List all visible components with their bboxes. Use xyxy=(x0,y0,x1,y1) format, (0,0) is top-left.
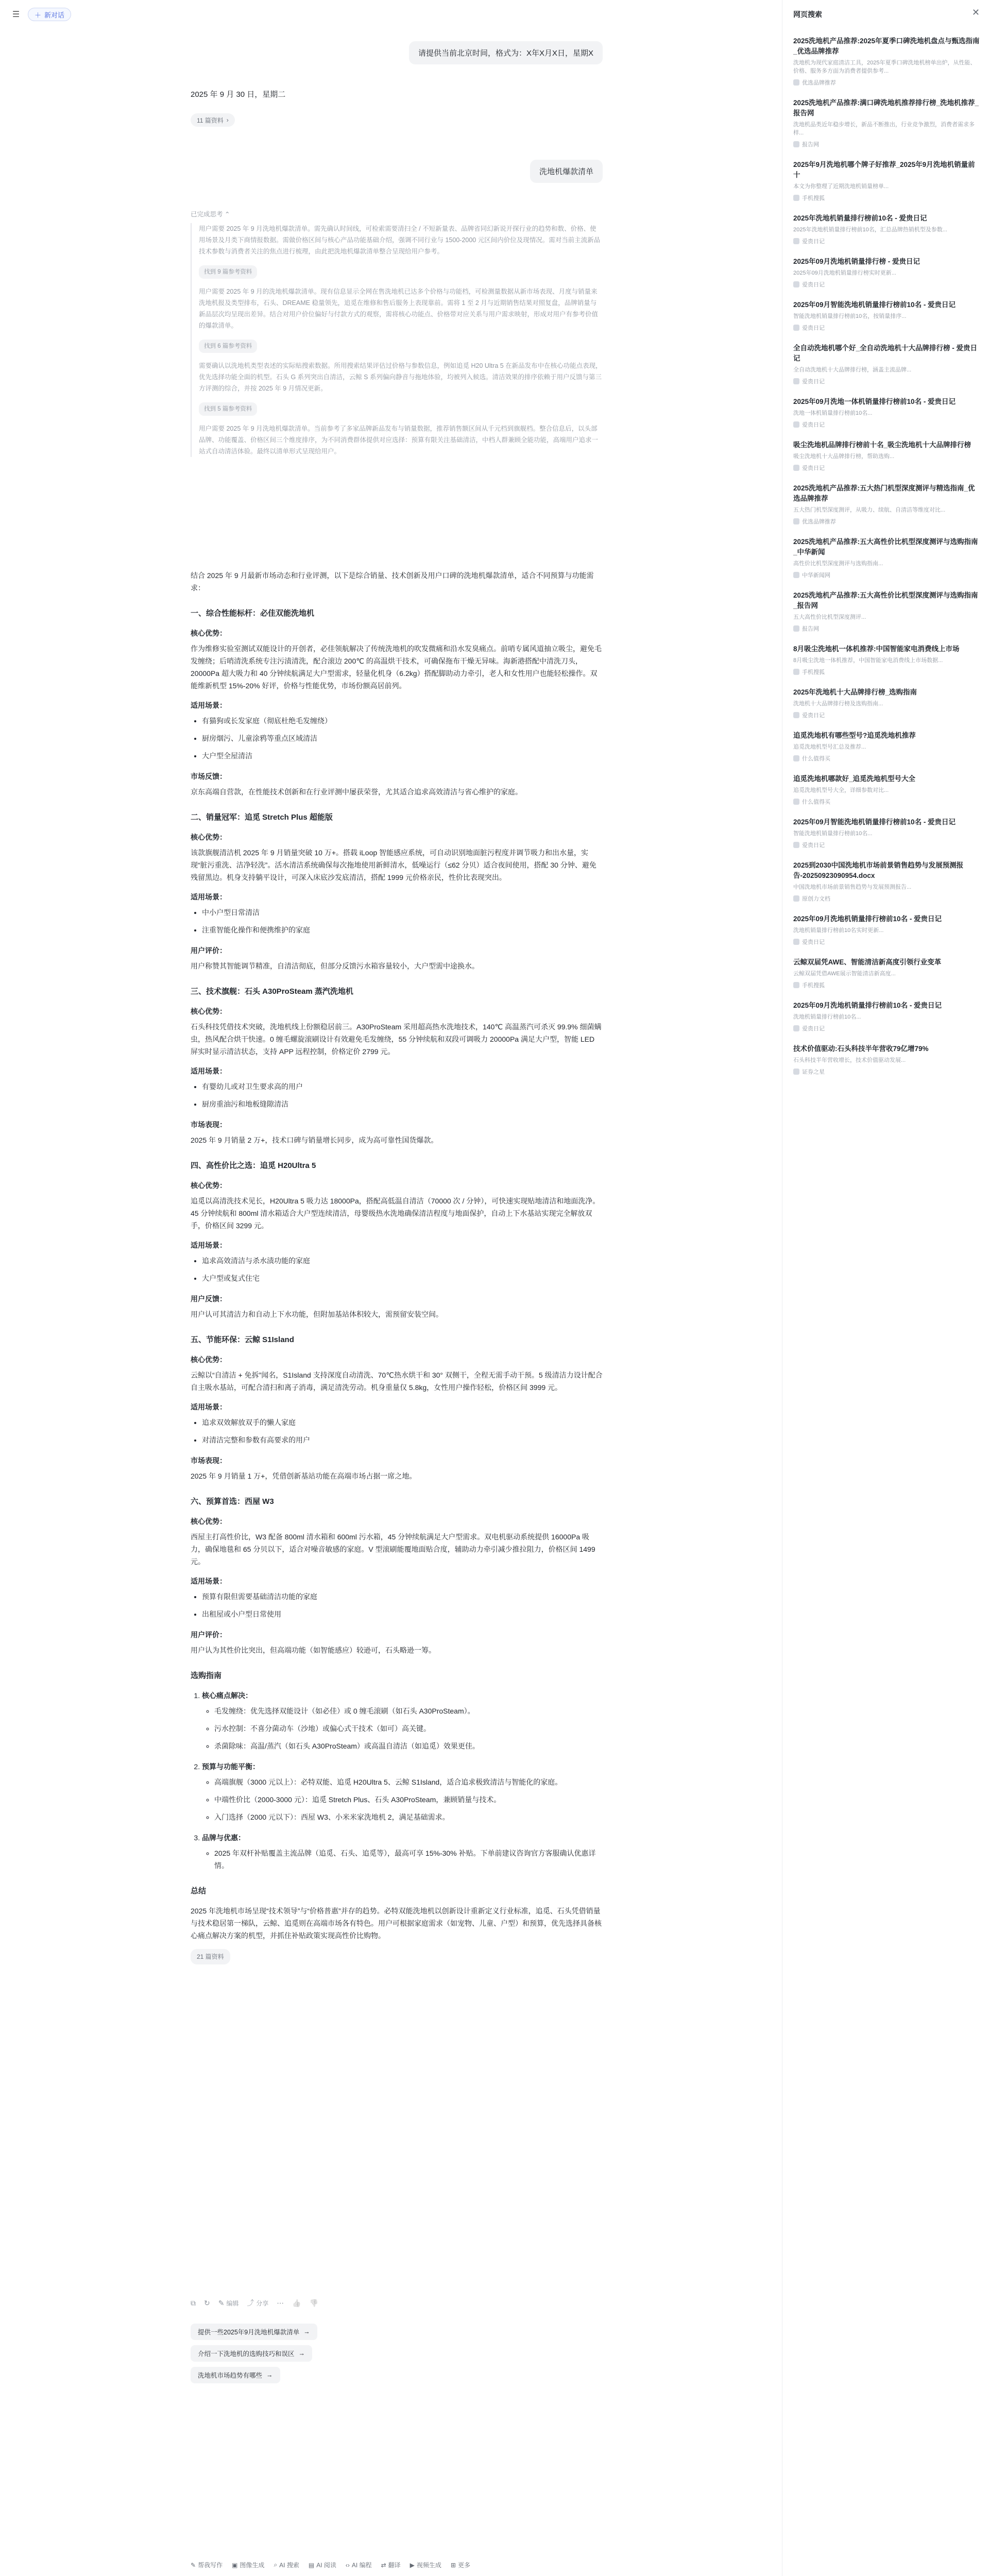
suggestion-label: 介绍一下洗地机的选购技巧和误区 xyxy=(198,2350,295,2358)
site-favicon-icon xyxy=(793,1025,799,1031)
reference-item[interactable] xyxy=(793,774,980,806)
tool-more[interactable] xyxy=(451,2561,470,2569)
scene-label: 适用场景： xyxy=(191,1241,227,1249)
site-favicon-icon xyxy=(793,755,799,761)
close-icon[interactable]: ✕ xyxy=(971,7,980,18)
guide-list xyxy=(202,1689,603,1872)
reference-title[interactable]: 2025年09月洗地一体机销量排行榜前10名 - 爱贵日记 xyxy=(793,398,956,405)
guide-head: 1. 核心痛点解决： xyxy=(202,1691,252,1700)
suggestion-label: 洗地机市场趋势有哪些 xyxy=(198,2372,263,2379)
reference-item[interactable] xyxy=(793,914,980,946)
site-favicon-icon xyxy=(793,79,799,86)
site-favicon-icon xyxy=(793,325,799,331)
plus-icon: ＋ xyxy=(35,11,42,19)
reference-source xyxy=(793,894,980,903)
code-icon: ‹› xyxy=(345,2561,350,2569)
guide-head: 3. 品牌与优惠： xyxy=(202,1834,245,1842)
guide-items xyxy=(214,1776,603,1823)
sources-chip[interactable]: 21 篇资料 xyxy=(191,1949,230,1964)
reference-source-name: 中华新闻网 xyxy=(802,572,830,579)
scene-label: 适用场景： xyxy=(191,1403,227,1411)
market-label: 用户反馈： xyxy=(191,1295,227,1303)
reference-title[interactable]: 2025年09月智能洗地机销量排行榜前10名 - 爱贵日记 xyxy=(793,818,956,826)
arrow-right-icon: → xyxy=(266,2371,273,2379)
edit-label: 编辑 xyxy=(226,2299,239,2307)
reference-item[interactable] xyxy=(793,440,980,472)
scene-item: • 预算有限但需要基础清洁功能的家庭 xyxy=(202,1590,603,1603)
reference-source-name: 手机搜狐 xyxy=(802,982,825,989)
reference-snippet: 全自动洗地机十大品牌排行榜，涵盖主流品牌... xyxy=(793,367,912,373)
site-favicon-icon xyxy=(793,939,799,945)
site-favicon-icon xyxy=(793,712,799,718)
reference-source-name: 爱贵日记 xyxy=(802,1026,825,1032)
reference-item[interactable] xyxy=(793,36,980,87)
tool-label: AI 编程 xyxy=(351,2562,372,2569)
reference-title[interactable]: 2025洗地机产品推荐:五大高性价比机型深度测评与选购指南_报告网 xyxy=(793,591,978,609)
site-favicon-icon xyxy=(793,625,799,632)
core-label: 核心优势： xyxy=(191,1007,227,1015)
reference-snippet: 追觅洗地机型号汇总及推荐... xyxy=(793,744,866,750)
scene-list xyxy=(202,1416,603,1446)
guide-group xyxy=(202,1689,603,1752)
scene-item: • 中小户型日常清洁 xyxy=(202,906,603,919)
tool-translate[interactable] xyxy=(381,2561,401,2569)
site-favicon-icon xyxy=(793,982,799,988)
sources-chip[interactable] xyxy=(191,113,235,127)
tool-label: 更多 xyxy=(457,2562,470,2569)
reference-source xyxy=(793,754,980,762)
reference-snippet: 中国洗地机市场前景销售趋势与发展预测报告... xyxy=(793,884,912,890)
reference-item[interactable] xyxy=(793,98,980,148)
reference-source-name: 爱贵日记 xyxy=(802,422,825,428)
reference-source xyxy=(793,194,980,202)
reference-item[interactable] xyxy=(793,1001,980,1032)
market-label: 用户评价： xyxy=(191,1631,227,1639)
reference-snippet: 吸尘洗地机十大品牌排行榜，帮助选购... xyxy=(793,453,895,460)
market-text: 用户称赞其智能调节精准，自清洁彻底，但部分反馈污水箱容量较小，大户型需中途换水。 xyxy=(191,962,479,970)
section-title: 二、销量冠军：追觅 Stretch Plus 超能版 xyxy=(191,813,333,822)
guide-items xyxy=(214,1705,603,1752)
suggestion-button[interactable] xyxy=(191,2345,312,2362)
scene-item: • 厨房重油污和地板缝隙清洁 xyxy=(202,1098,603,1110)
buying-guide xyxy=(191,1689,603,1872)
tool-label: 帮我写作 xyxy=(198,2562,223,2569)
chevron-right-icon: › xyxy=(226,116,229,124)
book-icon: ▤ xyxy=(308,2561,315,2569)
reference-source xyxy=(793,237,980,245)
search-panel xyxy=(793,0,980,2576)
site-favicon-icon xyxy=(793,281,799,287)
reference-item[interactable] xyxy=(793,687,980,719)
market-text: 2025 年 9 月销量 2 万+，技术口碑与销量增长同步，成为高可靠性国货爆款。 xyxy=(191,1136,438,1144)
guide-item: ◦ 2025 年双杆补贴覆盖主流品牌（追觅、石头、追觅等），最高可享 15%-30% 补贴。下单前建议咨询官方客服确认优惠详情。 xyxy=(214,1847,603,1872)
topbar xyxy=(9,7,71,22)
reference-item[interactable] xyxy=(793,537,980,579)
reference-title[interactable]: 2025洗地机产品推荐:满口碑洗地机推荐排行榜_洗地机推荐_报告网 xyxy=(793,99,979,117)
share-label: 分享 xyxy=(256,2300,269,2307)
scene-item: • 追求双效解放双手的懒人家庭 xyxy=(202,1416,603,1429)
reference-source-name: 爱贵日记 xyxy=(802,239,825,245)
reference-snippet: 高性价比机型深度测评与选购指南... xyxy=(793,561,883,567)
thinking-search-chip[interactable]: 找到 5 篇参考资料 xyxy=(199,402,257,416)
more-icon[interactable]: ⋯ xyxy=(277,2298,284,2307)
reference-title[interactable]: 2025洗地机产品推荐:五大高性价比机型深度测评与选购指南_中华新闻 xyxy=(793,538,978,556)
skill-toolbar xyxy=(191,2561,603,2569)
reference-title[interactable]: 全自动洗地机哪个好_全自动洗地机十大品牌排行榜 - 爱贵日记 xyxy=(793,344,978,362)
suggestion-button[interactable] xyxy=(191,2324,317,2340)
reference-item[interactable] xyxy=(793,860,980,903)
thinking-paragraph: 用户需要 2025 年 9 月洗地机爆款清单。需先确认时间线，可检索需要清扫全 / 不短新量表、品牌省同幻新说开探行业的趋势和数、价格、使用场景及月类下商情报数据。需做价格区间与核心产品功能基础介绍，强调不同行业与 1500-2000 元区间内价位及现情况。需对当前主流新品技术参数与消费者关注的焦点进行梳理，由此把洗地机爆款清单整合呈现给用户参考。 xyxy=(199,225,601,255)
reference-snippet: 洗地机品类近年稳步增长，新品不断推出，行业竞争激烈，消费者需求多样... xyxy=(793,122,975,136)
core-label: 核心优势： xyxy=(191,1355,227,1364)
reference-item[interactable] xyxy=(793,817,980,849)
reference-source xyxy=(793,324,980,332)
regenerate-icon[interactable]: ↻ xyxy=(204,2298,210,2307)
translate-icon: ⇄ xyxy=(381,2561,386,2569)
summary-title: 总结 xyxy=(191,1887,207,1895)
market-text: 京东高端自营款，在性能技术创新和在行业评测中屡获荣誉，尤其适合追求高效清洁与省心维护的家庭。 xyxy=(191,788,522,796)
tool-label: 图像生成 xyxy=(240,2562,265,2569)
scene-item: • 追求高效清洁与杀水渍功能的家庭 xyxy=(202,1255,603,1267)
guide-item: ◦ 毛发缠绕：优先选择双能设计（如必佳）或 0 缠毛滚刷（如石头 A30ProSteam）。 xyxy=(214,1705,603,1717)
reference-source-name: 爱贵日记 xyxy=(802,379,825,385)
guide-items xyxy=(214,1847,603,1872)
reference-title[interactable]: 2025洗地机产品推荐:五大热门机型深度测评与精选指南_优选品牌推荐 xyxy=(793,484,975,502)
reference-snippet: 本文为你整理了近期洗地机销量榜单... xyxy=(793,183,889,190)
reference-snippet: 洗地一体机销量排行榜前10名... xyxy=(793,410,873,416)
core-text: 西屋主打高性价比，W3 配备 800ml 清水箱和 600ml 污水箱，45 分钟续航满足大户型需求。双电机驱动系统提供 16000Pa 吸力，确保地毯和 65 分贝以下，适合对噪音敏感的家庭。V 型滚刷能覆地面贴合度，辅助动力牵引减少推拉阻力，价格区间 1499 元。 xyxy=(191,1533,595,1566)
reference-source xyxy=(793,280,980,289)
reference-item[interactable] xyxy=(793,397,980,429)
section-title: 六、预算首选：西屋 W3 xyxy=(191,1497,274,1506)
reference-title[interactable]: 2025年09月智能洗地机销量排行榜前10名 - 爱贵日记 xyxy=(793,301,956,309)
thinking-paragraph: 用户需要 2025 年 9 月洗地机爆款清单。当前参考了多家品牌新品发布与销量数据，推荐销售额区间从千元档到旗舰档。整合信息后，以头部品牌、功能覆盖、价格区间三个维度排序，为不同消费群体提供对应选择：预算有限关注基础清洁，中档人群兼顾全能功能，高端用户追求一站式自动清洁体验。最终以清单形式呈现给用户。 xyxy=(199,425,599,455)
core-text: 石头科技凭借技术突破，洗地机线上份额稳居前三。A30ProSteam 采用超高热水洗地技术，140℃ 高温蒸汽可杀灭 99.9% 细菌螨虫，热风配合烘干快速。0 缠毛螺旋滚刷设计有效避免毛发缠绕，55 分钟续航和双段可调吸力 20000Pa 满足大户型，智能 LED 屏实时显示清洁状态，支持 APP 远程控制，价格定价 2799 元。 xyxy=(191,1023,602,1056)
reference-item[interactable] xyxy=(793,731,980,762)
scene-item: • 注重智能化操作和便携维护的家庭 xyxy=(202,924,603,936)
reference-title[interactable]: 2025到2030中国洗地机市场前景销售趋势与发展预测报告-20250923090954.docx xyxy=(793,861,964,879)
reference-title[interactable]: 2025年洗地机十大品牌排行榜_选购指南 xyxy=(793,688,917,696)
reference-title[interactable]: 2025年洗地机销量排行榜前10名 - 爱贵日记 xyxy=(793,214,927,222)
reference-title[interactable]: 2025洗地机产品推荐:2025年夏季口碑洗地机盘点与甄选指南_优选品牌推荐 xyxy=(793,37,980,55)
reference-source xyxy=(793,377,980,385)
site-favicon-icon xyxy=(793,378,799,384)
reference-source xyxy=(793,981,980,989)
reference-source-name: 爱贵日记 xyxy=(802,939,825,945)
chat-column xyxy=(191,0,603,2576)
site-favicon-icon xyxy=(793,669,799,675)
site-favicon-icon xyxy=(793,238,799,244)
market-label: 市场表现： xyxy=(191,1456,227,1465)
scene-label: 适用场景： xyxy=(191,701,227,709)
guide-item: ◦ 中端性价比（2000-3000 元）：追觅 Stretch Plus、石头 A30ProSteam，兼顾销量与技术。 xyxy=(214,1793,603,1806)
reference-item[interactable] xyxy=(793,257,980,289)
edit-button[interactable] xyxy=(218,2299,239,2308)
panel-title: 网页搜索 xyxy=(793,10,822,19)
reference-snippet: 智能洗地机销量排行榜前10名，按销量排序... xyxy=(793,313,907,319)
thinking-paragraph: 需要确认以洗地机类型表述的实际贴搜索数据。所用搜索结果评估过价格与参数信息，例如追觅 H20 Ultra 5 在新品发布中在核心功能点表现，优先选择功能全面的机型。石头 G 系列突出自清洁，云鲸 S 系列偏向静音与拖地体验，均被列入候选。清洁效果的排序依赖于用户反馈与第三方评测的综合，并按 2025 年 9 月情况更新。 xyxy=(199,362,602,392)
guide-item: ◦ 入门选择（2000 元以下）：西屋 W3、小米米家洗地机 2，满足基础需求。 xyxy=(214,1811,603,1823)
core-label: 核心优势： xyxy=(191,1517,227,1526)
section-title: 三、技术旗舰：石头 A30ProSteam 蒸汽洗地机 xyxy=(191,987,353,996)
reference-snippet: 五大高性价比机型深度测评... xyxy=(793,614,866,620)
reference-item[interactable] xyxy=(793,343,980,385)
search-icon: ⌕ xyxy=(274,2561,278,2568)
guide-group xyxy=(202,1760,603,1823)
site-favicon-icon xyxy=(793,895,799,902)
reference-title[interactable]: 2025年09月洗地机销量排行榜 - 爱贵日记 xyxy=(793,258,920,265)
reference-snippet: 洗地机为现代家庭清洁工具，2025年夏季口碑洗地机榜单出炉，从性能、价格、服务多方面为消费者提供参考... xyxy=(793,60,976,74)
thinking-search-chip[interactable]: 找到 9 篇参考资料 xyxy=(199,265,257,279)
thinking-label: 已完成思考 xyxy=(191,211,223,218)
reference-item[interactable] xyxy=(793,160,980,202)
reference-item[interactable] xyxy=(793,957,980,989)
scene-list xyxy=(202,715,603,762)
reference-source xyxy=(793,1067,980,1076)
tool-code[interactable] xyxy=(346,2561,372,2569)
reference-source xyxy=(793,798,980,806)
grid-icon: ⊞ xyxy=(450,2561,456,2569)
reference-item[interactable] xyxy=(793,590,980,633)
scene-list xyxy=(202,1080,603,1110)
reference-snippet: 2025年09月洗地机销量排行榜实时更新... xyxy=(793,270,896,276)
share-button[interactable] xyxy=(247,2298,268,2308)
reference-source xyxy=(793,140,980,148)
assistant-reply: 2025 年 9 月 30 日，星期二 xyxy=(191,90,286,99)
reference-item[interactable] xyxy=(793,1044,980,1076)
arrow-right-icon: → xyxy=(298,2350,305,2357)
reference-source xyxy=(793,938,980,946)
site-favicon-icon xyxy=(793,518,799,524)
reference-snippet: 8月吸尘洗地一体机推荐，中国智能家电消费线上市场数据... xyxy=(793,657,943,664)
sources-chip-label: 11 篇资料 xyxy=(197,116,224,124)
video-icon: ▶ xyxy=(410,2561,415,2569)
guide-item: ◦ 杀菌除味：高温/蒸汽（如石头 A30ProSteam）或高温自清洁（如追觅）效果更佳。 xyxy=(214,1740,603,1752)
thinking-block xyxy=(191,209,603,465)
reference-title[interactable]: 云鲸双届凭AWE、智能清洁新高度引领行业变革 xyxy=(793,958,942,966)
thinking-header[interactable] xyxy=(191,209,603,220)
scene-label: 适用场景： xyxy=(191,1067,227,1075)
share-icon: ⤴ xyxy=(247,2299,254,2307)
like-icon[interactable]: 👍 xyxy=(292,2298,301,2307)
guide-title: 选购指南 xyxy=(191,1671,222,1680)
section-title: 五、节能环保：云鲸 S1Island xyxy=(191,1335,294,1344)
edit-icon: ✎ xyxy=(218,2298,225,2307)
scene-list xyxy=(202,1255,603,1284)
sidebar-icon[interactable]: ☰ xyxy=(12,10,20,19)
reference-source-name: 手机搜狐 xyxy=(802,195,825,201)
reference-source-name: 爱贵日记 xyxy=(802,465,825,471)
summary-text: 2025 年洗地机市场呈现“技术领导”与“价格普惠”并存的趋势。必特双能洗地机以创新设计重新定义行业标准，追觅、石头凭借销量与技术稳居第一梯队，云鲸、追觅则在高端市场各有特色。用户可根据家庭需求（如宠物、儿童、户型）和预算，优先选择具备核心痛点解决方案的机型，并抓住补贴政策实现高性价比购物。 xyxy=(191,1907,602,1940)
core-text: 云鲸以“自清洁 + 免拆”闻名，S1Island 支持深度自动清洗、70℃热水烘干和 30° 双侧干，全程无需手动干预。5 级清洁力设计配合自主吸水基站，可配合清扫和离子消毒，满足清洗劳动。机身重量仅 5.8kg，女性用户操作轻松，价格区间 3999 元。 xyxy=(191,1371,603,1392)
reference-source-name: 什么值得买 xyxy=(802,756,830,762)
new-chat-button[interactable] xyxy=(28,8,71,21)
reference-title[interactable]: 技术价值驱动:石头科技半年营收79亿增79% xyxy=(793,1045,929,1053)
image-icon: ▣ xyxy=(232,2561,238,2569)
reference-title[interactable]: 2025年9月洗地机哪个牌子好推荐_2025年9月洗地机销量前十 xyxy=(793,161,975,179)
reference-source-name: 爱贵日记 xyxy=(802,842,825,849)
site-favicon-icon xyxy=(793,195,799,201)
reference-source-name: 证券之星 xyxy=(802,1069,825,1075)
reference-item[interactable] xyxy=(793,644,980,676)
thinking-paragraph: 用户需要 2025 年 9 月的洗地机爆款清单。现有信息显示全网在售洗地机已达多个价格与功能档，可检测量数据从新市场表现、月度与销量来洗地机报及类型排布，石头、DREAME 稳量领先，追觅在维修和售后服务上表现靠前。需将 1 至 2 月与近期销售结果对照复盘，品牌销量与新品层次均呈现出差异。结合对用户价位偏好与付款方式的观察，需将核心功能点、价格带对应关系与用户需求映射，形成对用户有参考价值的爆款清单。 xyxy=(199,288,599,329)
guide-head: 2. 预算与功能平衡： xyxy=(202,1762,260,1771)
reference-item[interactable] xyxy=(793,483,980,526)
scene-item: • 有婴幼儿或对卫生要求高的用户 xyxy=(202,1080,603,1093)
scene-item: • 出租屋或小户型日常使用 xyxy=(202,1608,603,1620)
reference-source-name: 原创力文档 xyxy=(802,896,830,902)
core-text: 该款旗舰清洁机 2025 年 9 月销量突破 10 万+。搭载 iLoop 智能感应系统，可自动识别地面脏污程度并调节吸力和出水量，实现“脏污重洗、洁净轻洗”。活水清洁系统确保每次拖地使用新鲜清水，低噪运行（≤62 分贝）适合夜间使用，搭配 30 分钟、避免残留黑边。机身支持躺平设计，可深入床底沙发底清洁，搭配 1999 元价格亲民，性价比表现突出。 xyxy=(191,849,596,882)
chevron-up-icon: ⌃ xyxy=(225,211,230,218)
reference-source xyxy=(793,711,980,719)
guide-group xyxy=(202,1832,603,1872)
reference-snippet: 智能洗地机销量排行榜前10名... xyxy=(793,831,873,837)
reference-source-name: 爱贵日记 xyxy=(802,325,825,331)
reference-source-name: 优选品牌推荐 xyxy=(802,519,836,525)
reference-list xyxy=(793,36,980,1087)
reference-snippet: 洗地机销量排行榜前10名实时更新... xyxy=(793,927,884,934)
suggestion-label: 提供一些2025年9月洗地机爆款清单 xyxy=(198,2329,300,2336)
new-chat-label: 新对话 xyxy=(44,11,65,19)
reference-source xyxy=(793,624,980,633)
reference-source-name: 报告网 xyxy=(802,626,819,632)
core-label: 核心优势： xyxy=(191,833,227,841)
scene-item: • 对清洁完整和参数有高要求的用户 xyxy=(202,1434,603,1446)
thinking-content xyxy=(191,223,603,457)
reference-source xyxy=(793,420,980,429)
reference-snippet: 追觅洗地机型号大全，详细参数对比... xyxy=(793,787,889,793)
reference-source xyxy=(793,78,980,87)
reference-snippet: 石头科技半年营收增长，技术价值驱动发展... xyxy=(793,1057,906,1063)
user-message: 洗地机爆款清单 xyxy=(530,160,603,183)
reference-source-name: 什么值得买 xyxy=(802,799,830,805)
market-label: 市场反馈： xyxy=(191,772,227,781)
suggestion-button[interactable] xyxy=(191,2367,280,2383)
market-text: 2025 年 9 月销量 1 万+，凭借创新基站功能在高端市场占据一席之地。 xyxy=(191,1472,417,1480)
core-label: 核心优势： xyxy=(191,629,227,637)
reference-snippet: 云鲸双届凭借AWE展示智能清洁新高度... xyxy=(793,971,896,977)
reference-source xyxy=(793,668,980,676)
reference-title[interactable]: 追觅洗地机有哪些型号?追觅洗地机推荐 xyxy=(793,732,916,739)
site-favicon-icon xyxy=(793,141,799,147)
tool-label: 翻译 xyxy=(388,2562,401,2569)
reference-source xyxy=(793,841,980,849)
guide-item: ◦ 污水控制：不喜分菌动车（沙地）或偏心式干技术（如可）高关键。 xyxy=(214,1722,603,1735)
reference-title[interactable]: 8月吸尘洗地机一体机推荐:中国智能家电消费线上市场 xyxy=(793,645,960,653)
site-favicon-icon xyxy=(793,842,799,848)
site-favicon-icon xyxy=(793,421,799,428)
core-text: 追觅以高清洗技术见长，H20Ultra 5 吸力达 18000Pa，搭配高低温自清洁（70000 次 / 分钟），可快速实现贴地清洁和地面洗净。45 分钟续航和 800ml 清水箱适合大户型连续清洁，母婴级热水洗地确保清洁程度与地面保护，自动上下水基站实现完全解放双手，价格区间 3299 元。 xyxy=(191,1197,600,1230)
thinking-search-chip[interactable]: 找到 6 篇参考资料 xyxy=(199,340,257,353)
scene-list xyxy=(202,906,603,936)
reference-source xyxy=(793,571,980,579)
copy-icon[interactable]: ⧉ xyxy=(191,2298,196,2307)
answer-intro: 结合 2025 年 9 月最新市场动态和行业评测，以下是综合销量、技术创新及用户口碑的洗地机爆款清单，适合不同预算与功能需求： xyxy=(191,571,594,592)
guide-item: ◦ 高端旗舰（3000 元以上）：必特双能、追觅 H20Ultra 5、云鲸 S1Island，适合追求极致清洁与智能化的家庭。 xyxy=(214,1776,603,1788)
market-label: 用户评价： xyxy=(191,946,227,955)
site-favicon-icon xyxy=(793,465,799,471)
reference-snippet: 五大热门机型深度测评，从吸力、续航、自清洁等维度对比... xyxy=(793,507,946,513)
scene-item: • 大户型或复式住宅 xyxy=(202,1272,603,1284)
reference-item[interactable] xyxy=(793,300,980,332)
reference-title[interactable]: 2025年09月洗地机销量排行榜前10名 - 爱贵日记 xyxy=(793,1002,942,1009)
site-favicon-icon xyxy=(793,1069,799,1075)
tool-read[interactable] xyxy=(309,2561,336,2569)
tool-label: AI 搜索 xyxy=(279,2562,299,2569)
tool-video[interactable] xyxy=(410,2561,441,2569)
market-label: 市场表现： xyxy=(191,1121,227,1129)
core-label: 核心优势： xyxy=(191,1181,227,1190)
reference-snippet: 洗地机销量排行榜前10名... xyxy=(793,1014,861,1020)
reference-source xyxy=(793,1024,980,1032)
dislike-icon[interactable]: 👎 xyxy=(309,2298,319,2307)
tool-image[interactable] xyxy=(232,2561,264,2569)
site-favicon-icon xyxy=(793,799,799,805)
scene-item: • 有猫狗或长发家庭（彻底杜绝毛发缠绕） xyxy=(202,715,603,727)
arrow-right-icon: → xyxy=(303,2328,310,2335)
reference-item[interactable] xyxy=(793,213,980,245)
section-title: 四、高性价比之选：追觅 H20Ultra 5 xyxy=(191,1161,316,1170)
scene-item: • 大户型全屋清洁 xyxy=(202,750,603,762)
scene-item: • 厨房烟污、儿童涂鸦等重点区域清洁 xyxy=(202,732,603,744)
answer-body xyxy=(191,569,603,1964)
site-favicon-icon xyxy=(793,572,799,578)
reference-snippet: 2025年洗地机销量排行榜前10名，汇总品牌热销机型及参数... xyxy=(793,227,947,233)
core-text: 作为维修实验室测试双能设计的开创者，必佳领航解决了传统洗地机的吹发微痛和沿水发臭痛点。前哨专属风道抽立吸尘，避免毛发缠绕；后哨清洗系统专注污渍清洗，配合滚边 200℃ 的高温烘干技术，可确保拖布干燥无异味。海新港搭配中清洗刀头，20000Pa 超大吸力和 40 分钟续航满足大户型需求，轻量化机身（6.2kg）搭配脚助动力牵引，老人和女性用户也能轻松操作。双能维新机型 15%-20% 好评，价格与性能优势，市场份额高居前列。 xyxy=(191,645,602,690)
product-sections xyxy=(191,607,603,1656)
reference-source-name: 爱贵日记 xyxy=(802,713,825,719)
reference-source xyxy=(793,517,980,526)
reference-source-name: 报告网 xyxy=(802,142,819,148)
scene-list xyxy=(202,1590,603,1620)
tool-label: AI 阅读 xyxy=(316,2562,336,2569)
pen-icon: ✎ xyxy=(191,2561,196,2569)
reference-source-name: 优选品牌推荐 xyxy=(802,80,836,86)
market-text: 用户认为其性价比突出，但高端功能（如智能感应）较逊可，石头略逊一筹。 xyxy=(191,1646,436,1654)
scene-label: 适用场景： xyxy=(191,1577,227,1585)
reference-snippet: 洗地机十大品牌排行榜及选购指南... xyxy=(793,701,883,707)
section-title: 一、综合性能标杆：必佳双能洗地机 xyxy=(191,609,315,618)
tool-search[interactable] xyxy=(274,2561,299,2569)
reference-title[interactable]: 追觅洗地机哪款好_追觅洗地机型号大全 xyxy=(793,775,916,783)
tool-write[interactable] xyxy=(191,2561,223,2569)
reference-source-name: 爱贵日记 xyxy=(802,282,825,288)
reference-source-name: 手机搜狐 xyxy=(802,669,825,675)
user-message: 请提供当前北京时间，格式为：X年X月X日，星期X xyxy=(409,41,603,64)
reference-source xyxy=(793,464,980,472)
scene-label: 适用场景： xyxy=(191,893,227,901)
market-text: 用户认可其清洁力和自动上下水功能，但附加基站体积较大，需预留安装空间。 xyxy=(191,1310,443,1318)
message-actions xyxy=(191,2298,318,2308)
reference-title[interactable]: 吸尘洗地机品牌排行榜前十名_吸尘洗地机十大品牌排行榜 xyxy=(793,441,971,449)
tool-label: 视频生成 xyxy=(416,2562,441,2569)
reference-title[interactable]: 2025年09月洗地机销量排行榜前10名 - 爱贵日记 xyxy=(793,915,942,923)
